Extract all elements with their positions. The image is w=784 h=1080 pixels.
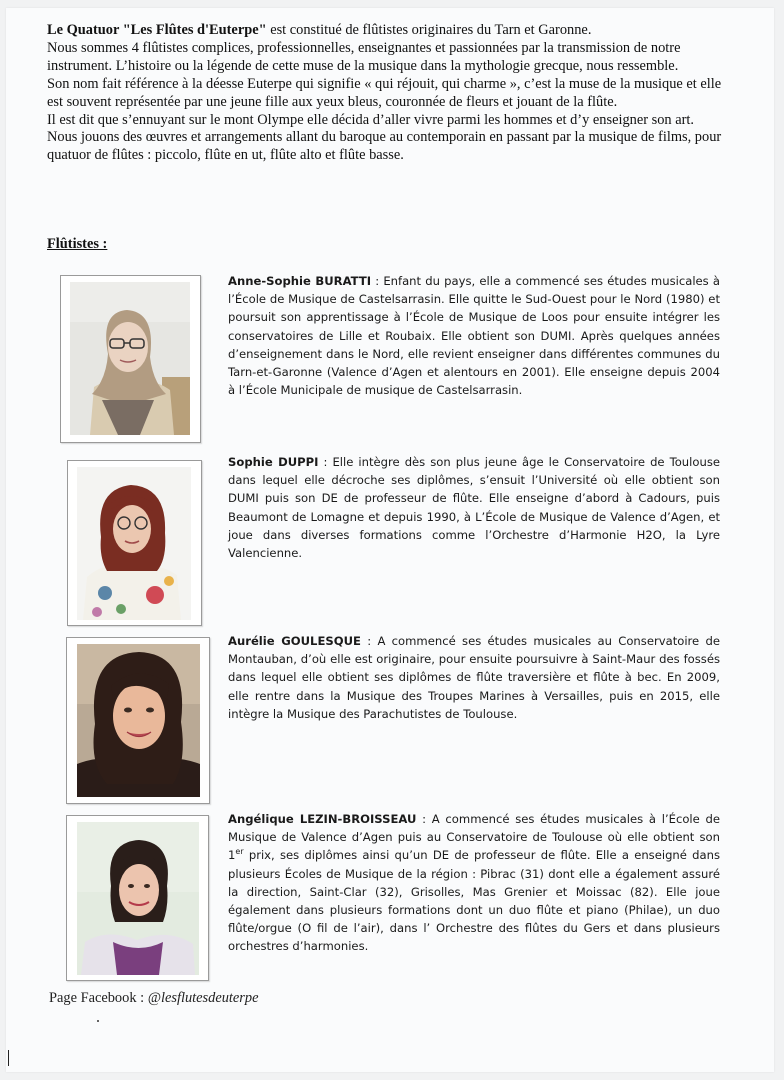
bio-text: : A commencé ses études musicales au Conservatoire de Montauban, d’où elle est originaire, pour ensuite poursuivre à Saint-Maur des fossés dans lequel elle obtient ses diplômes de flûte traversière et flûte à bec. En 2009, elle rentre dans la Musique des Troupes Marines à Versailles, puis en 2015, elle intègre la Musique des Parachutistes de Toulouse. bbox=[228, 634, 720, 721]
musician-name: Aurélie GOULESQUE bbox=[228, 634, 361, 648]
portrait-photo-buratti bbox=[70, 282, 190, 435]
intro-paragraph: Nous sommes 4 flûtistes complices, professionnelles, enseignantes et passionnées par la transmission de notre instrument. L’histoire ou la légende de cette muse de la musique dans la mythologie grecque, nous ressemble. bbox=[47, 39, 681, 74]
photo-frame-lezin-broisseau bbox=[66, 815, 209, 981]
bio-text: prix, ses diplômes ainsi qu’un DE de professeur de flûte. Elle a enseigné dans plusieurs Écoles de Musique de la région : Pibrac (31) dont elle a également assuré la direction, Saint-Clar (32), Grisolles, Mas Grenier et Moissac (82). Elle joue également dans plusieurs formations dont un duo flûte et piano (Philae), un duo flûte/orgue (O fil de l’air), dans l’ Orchestre des flûtes du Gers et dans plusieurs orchestres d’harmonies. bbox=[228, 848, 720, 954]
bio-duppi bbox=[228, 453, 720, 562]
musician-name: Sophie DUPPI bbox=[228, 455, 319, 469]
bio-buratti bbox=[228, 272, 720, 399]
ordinal-suffix: er bbox=[235, 847, 244, 857]
intro-paragraph: Nous jouons des œuvres et arrangements allant du baroque au contemporain en passant par la musique de films, pour quatuor de flûtes : piccolo, flûte en ut, flûte alto et flûte basse. bbox=[47, 129, 722, 164]
intro-lead-rest: est constitué de flûtistes originaires du Tarn et Garonne. bbox=[266, 22, 592, 38]
intro-paragraph: Son nom fait référence à la déesse Euterpe qui signifie « qui réjouit, qui charme », c’est la muse de la musique et elle est souvent représentée par une jeune fille aux yeux bleus, couronnée de fleurs et jouant de la flûte. bbox=[47, 75, 722, 110]
scan-edge-mark bbox=[8, 1050, 9, 1066]
musician-name: Anne-Sophie BURATTI bbox=[228, 274, 372, 288]
bio-text: : Enfant du pays, elle a commencé ses études musicales à l’École de Musique de Castelsarrasin. Elle quitte le Sud-Ouest pour le Nord (1980) et poursuit son apprentissage à l’École de Musique de Loos pour ensuite intégrer les conservatoires de Lille et Roubaix. Elle obtient son DUMI. Après quelques années d’enseignement dans le Nord, elle revient enseigner dans différentes communes du Tarn-et-Garonne (Valence d’Agen et alentours en 2001). Elle enseigne depuis 2004 à l’École Municipale de musique de Castelsarrasin. bbox=[228, 274, 720, 398]
intro-text bbox=[47, 22, 727, 165]
portrait-photo-duppi bbox=[77, 467, 191, 620]
photo-frame-buratti bbox=[60, 275, 201, 443]
intro-lead bbox=[47, 22, 727, 40]
photo-frame-goulesque bbox=[66, 637, 210, 804]
bio-text: : Elle intègre dès son plus jeune âge le Conservatoire de Toulouse dans lequel elle décroche ses diplômes, s’ensuit l’Université où elle obtient son DUMI puis son DE de professeur de flûte. Elle enseigne d’abord à Cadours, puis Beaumont de Lomagne et depuis 1990, à L’École de Musique de Valence d’Agen, et joue dans diverses formations comme l’Orchestre d’Harmonie H2O, la Lyre Valencienne. bbox=[228, 455, 720, 561]
portrait-photo-goulesque bbox=[77, 644, 200, 797]
bio-text: : A commencé ses études musicales à l’École de Musique de Valence d’Agen puis au Conservatoire de Toulouse où elle obtient son 1 bbox=[228, 812, 720, 863]
footer-label: Page Facebook : bbox=[49, 990, 148, 1006]
intro-paragraph: Il est dit que s’ennuyant sur le mont Olympe elle décida d’aller vivre parmi les hommes et d’y enseigner son art. bbox=[47, 111, 694, 128]
photo-frame-duppi bbox=[67, 460, 202, 626]
musician-name: Angélique LEZIN-BROISSEAU bbox=[228, 812, 417, 826]
portrait-photo-lezin-broisseau bbox=[77, 822, 199, 975]
quartet-name: Le Quatuor "Les Flûtes d'Euterpe" bbox=[47, 22, 267, 38]
facebook-footer bbox=[49, 990, 258, 1007]
section-title: Flûtistes : bbox=[47, 236, 108, 252]
facebook-handle: @lesflutesdeuterpe bbox=[147, 990, 259, 1006]
stray-mark bbox=[97, 1020, 99, 1022]
bio-lezin-broisseau bbox=[228, 810, 720, 956]
bio-goulesque bbox=[228, 632, 720, 723]
